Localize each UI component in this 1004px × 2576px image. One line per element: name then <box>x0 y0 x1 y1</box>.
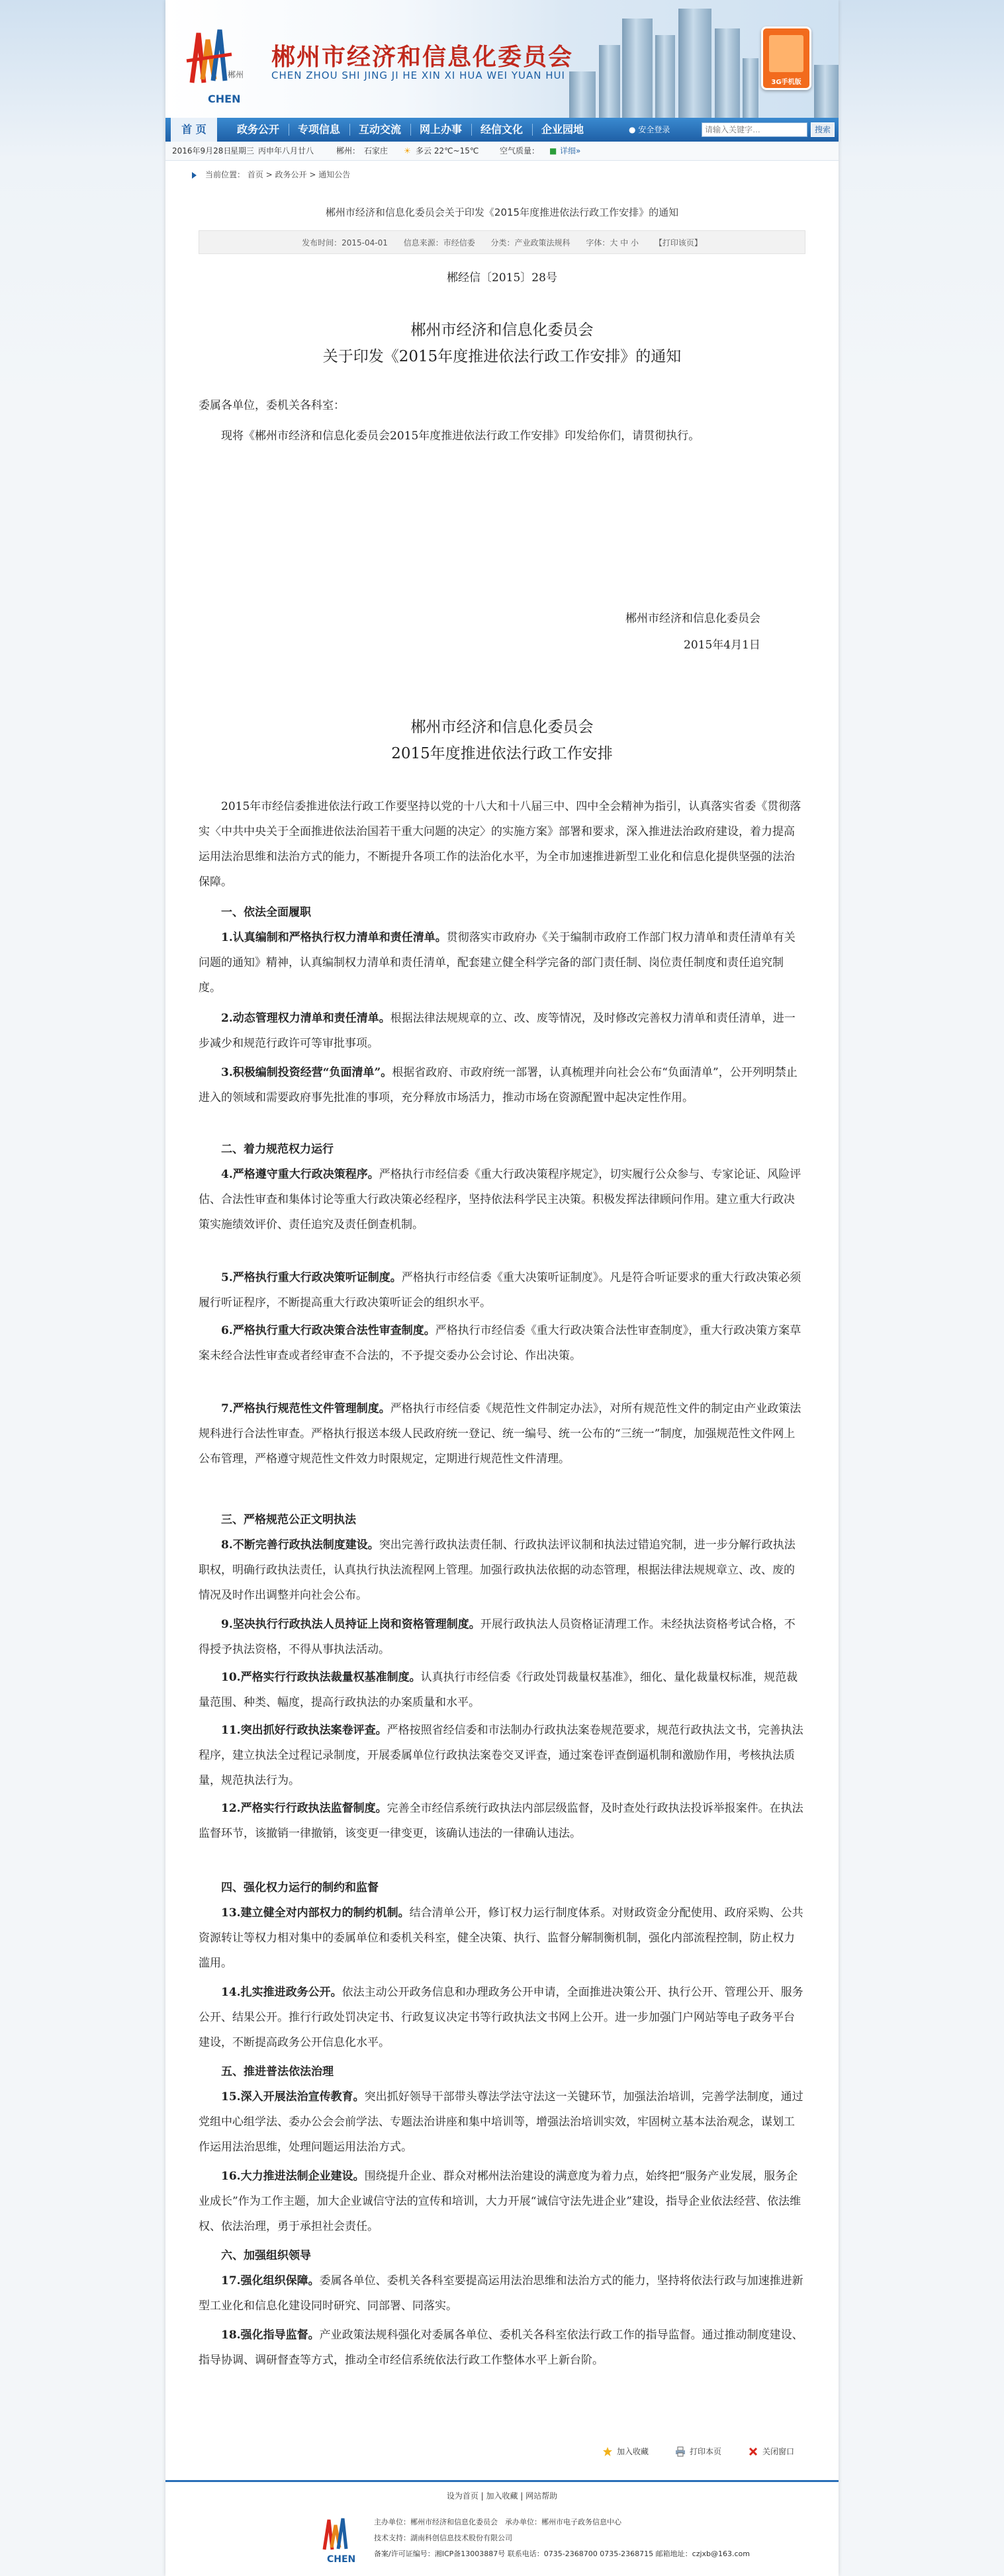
list-item <box>199 1060 805 1110</box>
current-date: 2016年9月28日 <box>172 146 232 155</box>
list-item <box>199 1006 805 1056</box>
item-text: 严格执行市经信委《重大行政决策合法性审查制度》，重大行政决策方案草案未经合法性审查或者经审查不合法的，不予提交委办公会讨论、作出决策。 <box>199 1324 801 1362</box>
footer-divider <box>165 2480 839 2482</box>
list-item <box>199 1665 805 1715</box>
add-favorite-label: 加入收藏 <box>617 2447 649 2456</box>
list-item <box>199 1318 805 1368</box>
item-lead: 8.不断完善行政执法制度建设。 <box>221 1538 379 1552</box>
list-item <box>199 2164 805 2239</box>
page-container <box>165 0 839 2576</box>
nav-interaction[interactable]: 互动交流 <box>358 123 401 136</box>
close-icon <box>748 2446 758 2457</box>
main-nav <box>165 118 839 142</box>
plan-heading-org: 郴州市经济和信息化委员会 <box>410 719 594 736</box>
nav-special-info[interactable]: 专项信息 <box>297 123 340 136</box>
logo-text: CHEN <box>208 93 241 105</box>
site-banner <box>165 0 839 118</box>
lock-icon: ● <box>629 125 636 134</box>
breadcrumb-arrow-icon <box>192 172 197 179</box>
site-pinyin: CHEN ZHOU SHI JING JI HE XIN XI HUA WEI YUAN HUI <box>271 69 565 81</box>
nav-divider <box>349 124 350 136</box>
footer-tech-support: 技术支持：湖南科创信息技术股份有限公司 <box>374 2534 512 2542</box>
list-item <box>199 1900 805 1976</box>
item-lead: 12.严格实行行政执法监督制度。 <box>221 1802 387 1815</box>
search-input[interactable] <box>702 122 807 137</box>
nav-divider <box>471 124 472 136</box>
close-window-button[interactable] <box>748 2442 794 2462</box>
section-heading: 三、严格规范公正文明执法 <box>221 1513 356 1527</box>
item-text: 开展行政执法人员资格证清理工作。未经执法资格考试合格，不得授予执法资格，不得从事执法活动。 <box>199 1618 796 1656</box>
list-item <box>199 1162 805 1237</box>
item-text: 根据法律法规规章的立、改、废等情况，及时修改完善权力清单和责任清单，进一步减少和规范行政许可等审批事项。 <box>199 1012 796 1050</box>
nav-online-services[interactable]: 网上办事 <box>419 123 462 136</box>
item-text: 委属各单位、委机关各科室要提高运用法治思维和法治方式的能力，坚持将依法行政与加速推进新型工业化和信息化建设同时研究、同部署、同落实。 <box>199 2274 803 2313</box>
mobile-version-icon[interactable] <box>761 26 811 90</box>
salutation: 委属各单位，委机关各科室： <box>199 399 345 412</box>
signature-org: 郴州市经济和信息化委员会 <box>625 612 760 625</box>
info-category: 分类：产业政策法规科 <box>490 238 570 247</box>
item-lead: 16.大力推进法制企业建设。 <box>221 2170 365 2183</box>
item-lead: 15.深入开展法治宣传教育。 <box>221 2090 365 2104</box>
nav-government-affairs[interactable]: 政务公开 <box>236 123 279 136</box>
section-heading: 一、依法全面履职 <box>221 906 311 919</box>
font-size-switch[interactable]: 字体：大 中 小 <box>586 238 639 247</box>
site-title: 郴州市经济和信息化委员会 <box>271 43 574 71</box>
list-item <box>199 1396 805 1472</box>
intro-paragraph: 现将《郴州市经济和信息化委员会2015年度推进依法行政工作安排》印发给你们，请贯彻执行。 <box>221 429 700 443</box>
list-item <box>199 1532 805 1608</box>
breadcrumb <box>165 165 839 184</box>
notice-heading-title: 关于印发《2015年度推进依法行政工作安排》的通知 <box>322 348 682 365</box>
item-lead: 2.动态管理权力清单和责任清单。 <box>221 1012 390 1025</box>
item-lead: 10.严格实行行政执法裁量权基准制度。 <box>221 1671 421 1684</box>
air-quality-icon: ■ <box>549 146 557 155</box>
article-title: 郴州市经济和信息化委员会关于印发《2015年度推进依法行政工作安排》的通知 <box>325 206 679 218</box>
svg-text:CHEN: CHEN <box>327 2554 356 2565</box>
item-lead: 4.严格遵守重大行政决策程序。 <box>221 1168 379 1181</box>
weather-area: 石家庄 <box>364 146 388 155</box>
list-item <box>199 1612 805 1662</box>
star-icon <box>602 2446 613 2457</box>
footer-links[interactable]: 设为首页 | 加入收藏 | 网站帮助 <box>446 2491 558 2501</box>
section-heading: 五、推进普法依法治理 <box>221 2065 334 2078</box>
breadcrumb-label: 当前位置： <box>205 170 246 179</box>
weather-city-label: 郴州： <box>336 146 361 155</box>
breadcrumb-path[interactable]: 首页 > 政务公开 > 通知公告 <box>247 170 351 179</box>
preface-paragraph: 2015年市经信委推进依法行政工作要坚持以党的十八大和十八届三中、四中全会精神为指引，认真落实省委《贯彻落实〈中共中央关于全面推进依法治国若干重大问题的决定〉的实施方案》部署和要求，深入推进法治政府建设，着力提高运用法治思维和法治方式的能力，不断提升各项工作的法治化水平，为全市加速推进新型工业化和信息化提供坚强的法治保障。 <box>199 800 801 889</box>
publish-time: 发布时间：2015-04-01 <box>302 238 388 247</box>
footer-info <box>374 2514 750 2562</box>
login-label: 安全登录 <box>638 125 670 134</box>
article-meta <box>199 230 805 254</box>
print-page-label: 打印本页 <box>690 2447 722 2456</box>
item-lead: 9.坚决执行行政执法人员持证上岗和资格管理制度。 <box>221 1618 480 1631</box>
item-lead: 3.积极编制投资经营“负面清单”。 <box>221 1066 392 1079</box>
weather-detail-link[interactable]: 详细» <box>560 146 581 155</box>
item-text: 贯彻落实市政府办《关于编制市政府工作部门权力清单和责任清单有关问题的通知》精神，认真编制权力清单和责任清单，配套建立健全科学完备的部门责任制、岗位责任制度和责任追究制度。 <box>199 931 796 995</box>
item-text: 严格执行市经信委《重大决策听证制度》。凡是符合听证要求的重大行政决策必须履行听证程序，不断提高重大行政决策听证会的组织水平。 <box>199 1271 801 1310</box>
list-item <box>199 925 805 1000</box>
item-text: 依法主动公开政务信息和办理政务公开申请，全面推进决策公开、执行公开、管理公开、服务公开、结果公开。推行行政处罚决定书、行政复议决定书等行政执法文书网上公开。进一步加强门户网站等电子政务平台建设，不断提高政务公开信息化水平。 <box>199 1986 803 2049</box>
nav-culture[interactable]: 经信文化 <box>480 123 523 136</box>
item-text: 围绕提升企业、群众对郴州法治建设的满意度为着力点，始终把“服务产业发展，服务企业成长”作为工作主题，加大企业诚信守法的宣传和培训，大力开展“诚信守法先进企业”建设，指导企业依法经营、依法维权、依法治理，勇于承担社会责任。 <box>199 2170 801 2233</box>
site-logo-icon <box>179 20 258 99</box>
current-weekday: 星期三 <box>230 146 255 155</box>
nav-divider <box>532 124 533 136</box>
item-text: 严格执行市经信委《重大行政决策程序规定》，切实履行公众参与、专家论证、风险评估、合法性审查和集体讨论等重大行政决策必经程序，坚持依法科学民主决策。积极发挥法律顾问作用。建立重大行政决策实施绩效评价、责任追究及责任倒查机制。 <box>199 1168 801 1231</box>
logo-small-text: 郴州 <box>228 70 244 79</box>
section-heading: 四、强化权力运行的制约和监督 <box>221 1881 379 1894</box>
item-lead: 17.强化组织保障。 <box>221 2274 320 2287</box>
air-quality-label: 空气质量： <box>500 146 540 155</box>
item-text: 严格执行市经信委《规范性文件制定办法》，对所有规范性文件的制定由产业政策法规科进行合法性审查。严格执行报送本级人民政府统一登记、统一编号、统一公布的“三统一”制度，加强规范性文件网上公布管理，严格遵守规范性文件效力时限规定，定期进行规范性文件清理。 <box>199 1402 801 1466</box>
item-text: 产业政策法规科强化对委属各单位、委机关各科室依法行政工作的指导监督。通过推动制度建设、指导协调、调研督查等方式，推动全市经信系统依法行政工作整体水平上新台阶。 <box>199 2329 803 2367</box>
list-item <box>199 1980 805 2055</box>
item-lead: 11.突出抓好行政执法案卷评查。 <box>221 1724 387 1737</box>
list-item <box>199 1265 805 1315</box>
nav-home[interactable]: 首 页 <box>171 118 217 142</box>
footer-contact: 备案/许可证编号：湘ICP备13003887号 联系电话：0735-2368700 0735-2368715 邮箱地址：czjxb@163.com <box>374 2550 751 2558</box>
lunar-date: 丙申年八月廿八 <box>258 146 314 155</box>
list-item <box>199 1796 805 1846</box>
item-lead: 6.严格执行重大行政决策合法性审查制度。 <box>221 1324 435 1337</box>
notice-heading-org: 郴州市经济和信息化委员会 <box>410 322 594 339</box>
page-tools <box>165 2442 839 2462</box>
printer-icon <box>675 2446 686 2457</box>
item-lead: 5.严格执行重大行政决策听证制度。 <box>221 1271 402 1284</box>
login-link[interactable] <box>629 124 670 136</box>
mobile-version-label: 3G手机版 <box>771 79 801 86</box>
item-text: 完善全市经信系统行政执法内部层级监督，及时查处行政执法投诉举报案件。在执法监督环节，该撤销一律撤销，该变更一律变更，该确认违法的一律确认违法。 <box>199 1802 803 1840</box>
date-weather-bar <box>165 142 839 161</box>
nav-enterprise[interactable]: 企业园地 <box>541 123 584 136</box>
footer-organizer: 主办单位：郴州市经济和信息化委员会 承办单位：郴州市电子政务信息中心 <box>374 2518 621 2526</box>
signature-date: 2015年4月1日 <box>684 639 760 652</box>
item-lead: 1.认真编制和严格执行权力清单和责任清单。 <box>221 931 447 944</box>
weather-text: 多云 22℃~15℃ <box>416 146 479 155</box>
nav-divider <box>410 124 411 136</box>
section-heading: 二、着力规范权力运行 <box>221 1143 334 1156</box>
info-source: 信息来源：市经信委 <box>403 238 475 247</box>
plan-heading-title: 2015年度推进依法行政工作安排 <box>391 745 613 762</box>
item-text: 结合清单公开，修订权力运行制度体系。对财政资金分配使用、政府采购、公共资源转让等权力相对集中的委属单位和委机关科室，健全决策、执行、监督分解制衡机制，强化内部流程控制，防止权力滥用。 <box>199 1906 803 1970</box>
item-lead: 18.强化指导监督。 <box>221 2329 320 2342</box>
item-text: 根据省政府、市政府统一部署，认真梳理并向社会公布“负面清单”，公开列明禁止进入的领域和需要政府事先批准的事项，充分释放市场活力，推动市场在资源配置中起决定性作用。 <box>199 1066 798 1104</box>
list-item <box>199 1718 805 1793</box>
search-button[interactable]: 搜索 <box>811 122 835 137</box>
list-item <box>199 2323 805 2373</box>
print-link[interactable]: 【打印该页】 <box>654 238 702 247</box>
close-window-label: 关闭窗口 <box>762 2447 795 2456</box>
item-lead: 7.严格执行规范性文件管理制度。 <box>221 1402 390 1415</box>
list-item <box>199 2268 805 2319</box>
item-lead: 14.扎实推进政务公开。 <box>221 1986 342 1999</box>
item-text: 严格按照省经信委和市法制办行政执法案卷规范要求，规范行政执法文书，完善执法程序，建立执法全过程记录制度，开展委属单位行政执法案卷交叉评查，通过案卷评查倒逼机制和激励作用，考核执法质量，规范执法行为。 <box>199 1724 803 1787</box>
add-favorite-button[interactable] <box>602 2442 649 2462</box>
doc-number: 郴经信〔2015〕28号 <box>447 271 557 285</box>
item-text: 突出完善行政执法责任制、行政执法评议制和执法过错追究制，进一步分解行政执法职权，明确行政执法责任，认真执行执法流程网上管理。加强行政执法依据的动态管理，根据法律法规规章立、改、废的情况及时作出调整并向社会公布。 <box>199 1538 796 1602</box>
weather-sun-icon: ☀ <box>404 146 411 155</box>
section-heading: 六、加强组织领导 <box>221 2249 311 2262</box>
item-lead: 13.建立健全对内部权力的制约机制。 <box>221 1906 410 1920</box>
list-item <box>199 2084 805 2160</box>
print-page-button[interactable] <box>675 2442 721 2462</box>
footer-logo-icon <box>318 2513 364 2566</box>
item-text: 突出抓好领导干部带头尊法学法守法这一关键环节，加强法治培训，完善学法制度，通过党组中心组学法、委办公会会前学法、专题法治讲座和集中培训等，增强法治培训实效，牢固树立基本法治观念，谋划工作运用法治思维，处理问题运用法治方式。 <box>199 2090 803 2154</box>
item-text: 认真执行市经信委《行政处罚裁量权基准》，细化、量化裁量权标准，规范裁量范围、种类、幅度，提高行政执法的办案质量和水平。 <box>199 1671 798 1709</box>
